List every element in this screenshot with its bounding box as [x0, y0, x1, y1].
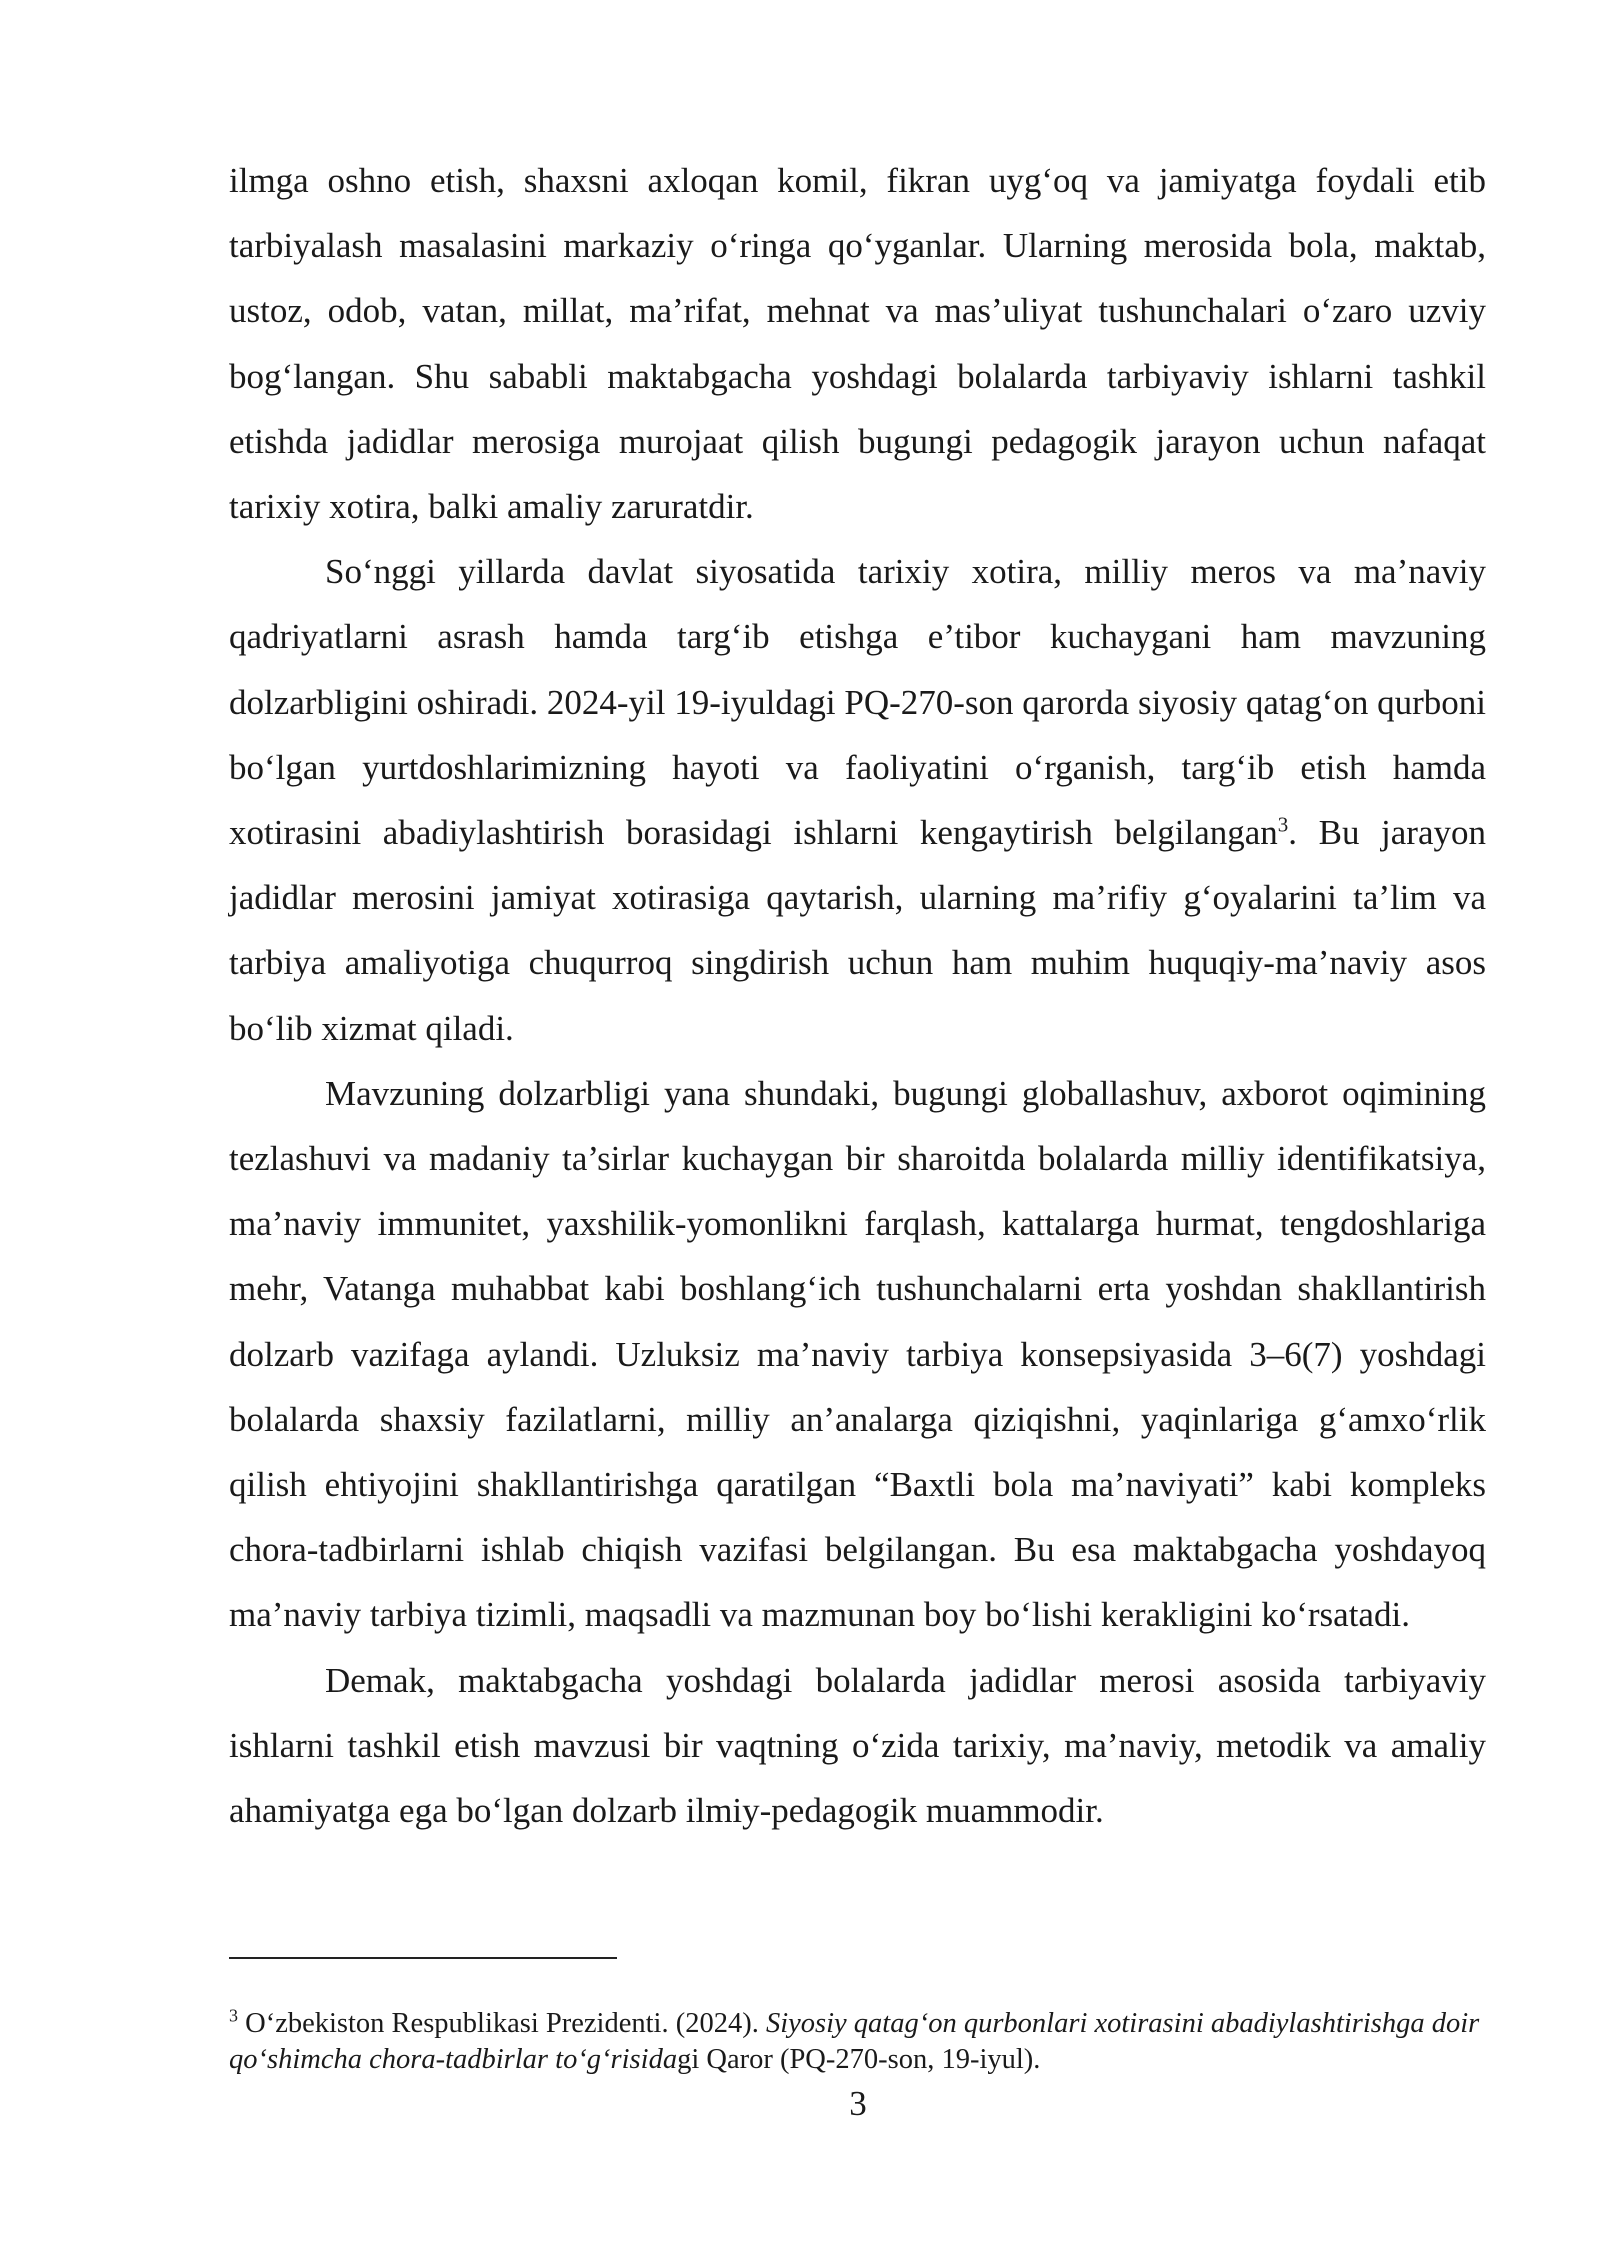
footnote-marker: 3	[229, 2005, 238, 2026]
footnote-separator	[229, 1957, 617, 1959]
paragraph-4: Demak, maktabgacha yoshdagi bolalarda jadidlar merosi asosida tarbiyaviy ishlarni tashkil etish mavzusi bir vaqtning o‘zida tarixiy, ma’naviy, metodik va amaliy ahamiyatga ega bo‘lgan dolzarb ilmiy-pedagogik muammodir.	[229, 1660, 1486, 1831]
paragraph-2-text-a: So‘nggi yillarda davlat siyosatida tarixiy xotira, milliy meros va ma’naviy qadriyatlarni asrash hamda targ‘ib etishga e’tibor kuchaygani ham mavzuning dolzarbligini oshiradi. 2024-yil 19-iyuldagi PQ-270-son qarorda siyosiy qatag‘on qurboni bo‘lgan yurtdoshlarimizning hayoti va faoliyatini o‘rganish, targ‘ib etish hamda xotirasini abadiylashtirish borasidagi ishlarni kengaytirish belgilangan	[229, 552, 1486, 853]
body-text	[229, 148, 1486, 1843]
paragraph-3: Mavzuning dolzarbligi yana shundaki, bugungi globallashuv, axborot oqimining tezlashuvi va madaniy ta’sirlar kuchaygan bir sharoitda bolalarda milliy identifikatsiya, ma’naviy immunitet, yaxshilik-yomonlikni farqlash, kattalarga hurmat, tengdoshlariga mehr, Vatanga muhabbat kabi boshlang‘ich tushunchalarni erta yoshdan shakllantirish dolzarb vazifaga aylandi. Uzluksiz ma’naviy tarbiya konsepsiyasida 3–6(7) yoshdagi bolalarda shaxsiy fazilatlarni, milliy an’analarga qiziqishni, yaqinlariga g‘amxo‘rlik qilish ehtiyojini shakllantirishga qaratilgan “Baxtli bola ma’naviyati” kabi kompleks chora-tadbirlarni ishlab chiqish vazifasi belgilangan. Bu esa maktabgacha yoshdayoq ma’naviy tarbiya tizimli, maqsadli va mazmunan boy bo‘lishi kerakligini ko‘rsatadi.	[229, 1073, 1486, 1635]
footnote-italic-title: Siyosiy qatag‘on qurbonlari xotirasini abadiylashtirishga doir qo‘shimcha chora-tadbirlar to‘g‘risida	[229, 2008, 1480, 2075]
footnote	[229, 2006, 1486, 2078]
page-number: 3	[849, 2084, 867, 2123]
paragraph-2	[229, 539, 1486, 1061]
footnote-text-after: gi Qaror (PQ-270-son, 19-iyul).	[677, 2044, 1041, 2075]
footnote-text-before: O‘zbekiston Respublikasi Prezidenti. (2024).	[238, 2008, 766, 2039]
paragraph-2-text-b: . Bu jarayon jadidlar merosini jamiyat xotirasiga qaytarish, ularning ma’rifiy g‘oyalarini ta’lim va tarbiya amaliyotiga chuqurroq singdirish uchun ham muhim huquqiy-ma’naviy asos bo‘lib xizmat qiladi.	[229, 813, 1486, 1048]
footnote-reference: 3	[1277, 812, 1289, 837]
paragraph-1: ilmga oshno etish, shaxsni axloqan komil, fikran uyg‘oq va jamiyatga foydali etib tarbiyalash masalasini markaziy o‘ringa qo‘yganlar. Ularning merosida bola, maktab, ustoz, odob, vatan, millat, ma’rifat, mehnat va mas’uliyat tushunchalari o‘zaro uzviy bog‘langan. Shu sababli maktabgacha yoshdagi bolalarda tarbiyaviy ishlarni tashkil etishda jadidlar merosiga murojaat qilish bugungi pedagogik jarayon uchun nafaqat tarixiy xotira, balki amaliy zaruratdir.	[229, 161, 1486, 527]
